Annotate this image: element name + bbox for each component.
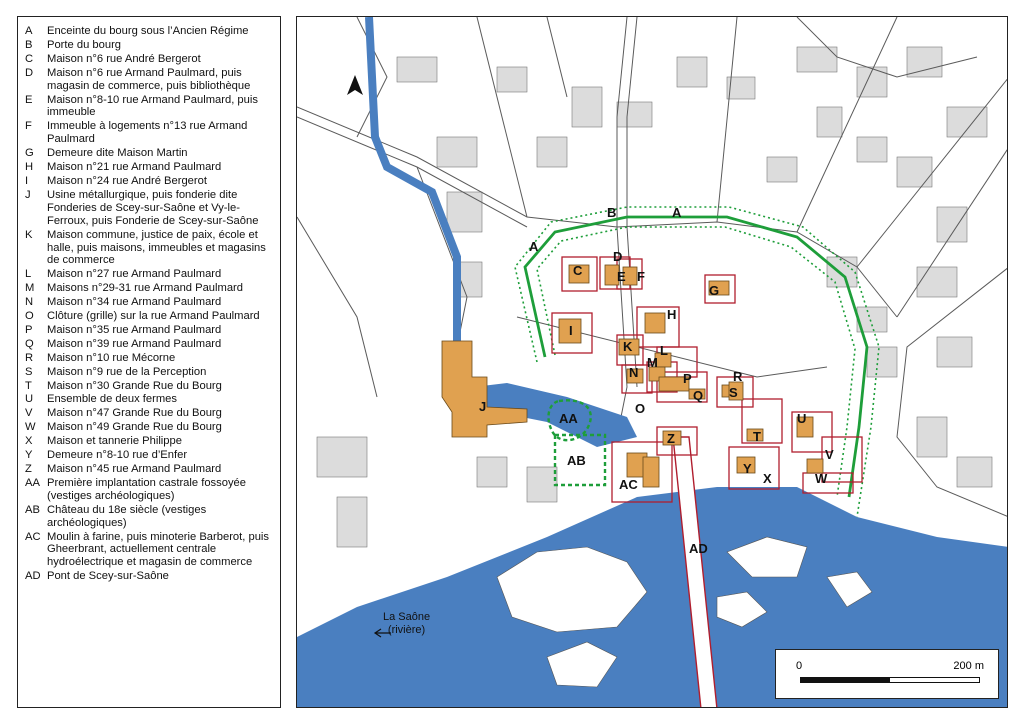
map-label-x: X <box>763 471 772 486</box>
legend-item <box>25 504 276 530</box>
legend-key: T <box>25 379 32 392</box>
map-label-z: Z <box>667 431 675 446</box>
legend-key: H <box>25 161 34 174</box>
legend-key: E <box>25 93 33 106</box>
map-label-s: S <box>729 385 738 400</box>
map-label-a: A <box>529 239 539 254</box>
legend-text: Maison n°47 Grande Rue du Bourg <box>47 407 222 420</box>
legend-text: Maison n°45 rue Armand Paulmard <box>47 463 222 475</box>
map-label-w: W <box>815 471 828 486</box>
legend-text: Maison n°39 rue Armand Paulmard <box>47 337 222 350</box>
legend-item <box>25 39 276 52</box>
map-label-r: R <box>733 369 743 384</box>
legend-text: Maison n°6 rue Armand Paulmard, puis magasin de commerce, puis bibliothèque <box>47 66 251 92</box>
river-label <box>383 611 430 637</box>
legend-key: Q <box>25 337 34 350</box>
legend-text: Immeuble à logements n°13 rue Armand Paulmard <box>47 120 248 146</box>
legend-item <box>25 120 276 146</box>
map-label-ab: AB <box>567 453 586 468</box>
map-label-p: P <box>683 371 692 386</box>
legend-text: Clôture (grille) sur la rue Armand Paulmard <box>47 310 260 323</box>
legend-text: Maison n°6 rue André Bergerot <box>47 52 201 65</box>
map-label-l: L <box>660 343 668 358</box>
legend-text: Maison n°8-10 rue Armand Paulmard, puis immeuble <box>47 93 258 119</box>
legend-text: Maison n°24 rue André Bergerot <box>47 174 207 187</box>
legend-text: Maison n°34 rue Armand Paulmard <box>47 296 222 309</box>
legend-item <box>25 463 276 476</box>
legend-key: C <box>25 52 34 65</box>
legend-text: Maisons n°29-31 rue Armand Paulmard <box>47 282 244 295</box>
map-label-y: Y <box>743 461 752 476</box>
legend-key: D <box>25 66 34 79</box>
legend-text: Maison n°27 rue Armand Paulmard <box>47 268 222 281</box>
legend-item <box>25 229 276 268</box>
legend-key: U <box>25 393 34 406</box>
legend-item <box>25 147 276 160</box>
legend-text: Maison et tannerie Philippe <box>47 435 182 448</box>
legend-key: R <box>25 351 34 364</box>
map-label-d: D <box>613 249 623 264</box>
north-arrow-icon <box>347 75 363 95</box>
map-label-b: B <box>607 205 617 220</box>
scale-bar-graphic <box>800 677 980 683</box>
legend-key: J <box>25 188 31 201</box>
legend-text: Enceinte du bourg sous l’Ancien Régime <box>47 25 249 37</box>
legend-item <box>25 175 276 188</box>
legend-key: X <box>25 435 33 448</box>
map-label-f: F <box>637 269 645 284</box>
legend-text: Usine métallurgique, puis fonderie dite Fonderies de Scey-sur-Saône et Vy-le-Ferroux, puis Fonderie de Scey-sur-Saône <box>47 188 259 227</box>
legend-key: Z <box>25 463 32 475</box>
map-label-a: A <box>672 205 682 220</box>
legend-item <box>25 366 276 379</box>
legend-key: B <box>25 38 33 51</box>
legend-text: Maison n°35 rue Armand Paulmard <box>47 323 222 336</box>
legend-panel <box>17 16 281 708</box>
legend-key: P <box>25 323 33 336</box>
legend-key: K <box>25 228 33 241</box>
map-label-g: G <box>709 283 720 298</box>
river-label-type: (rivière) <box>387 624 426 636</box>
legend-item <box>25 94 276 120</box>
legend-text: Première implantation castrale fossoyée (vestiges archéologiques) <box>47 476 246 502</box>
map-label-ac: AC <box>619 477 638 492</box>
legend-item <box>25 449 276 462</box>
legend-key: AA <box>25 476 40 489</box>
legend-item <box>25 477 276 503</box>
legend-text: Maison n°21 rue Armand Paulmard <box>47 161 222 174</box>
map-canvas <box>297 17 1008 708</box>
legend-text: Maison commune, justice de paix, école et halle, puis maisons, immeubles et magasins de commerce <box>47 228 266 267</box>
legend-item <box>25 570 276 583</box>
legend-text: Maison n°49 Grande Rue du Bourg <box>47 421 222 434</box>
map-label-o: O <box>635 401 646 416</box>
legend-item <box>25 310 276 323</box>
legend-item <box>25 67 276 93</box>
legend-key: O <box>25 310 34 323</box>
map-label-m: M <box>647 355 658 370</box>
legend-key: M <box>25 282 35 295</box>
legend-text: Porte du bourg <box>47 38 122 51</box>
map-label-c: C <box>573 263 583 278</box>
map-label-v: V <box>825 447 834 462</box>
legend-item <box>25 380 276 393</box>
legend-key: S <box>25 365 33 378</box>
map-label-aa: AA <box>559 411 578 426</box>
legend-key: AD <box>25 570 41 583</box>
legend-text: Ensemble de deux fermes <box>47 393 177 406</box>
scale-bar <box>775 649 999 699</box>
legend-text: Demeure dite Maison Martin <box>47 147 188 160</box>
legend-text: Maison n°30 Grande Rue du Bourg <box>47 379 222 392</box>
map-label-q: Q <box>693 388 704 403</box>
map-label-u: U <box>797 411 807 426</box>
legend-key: Y <box>25 449 33 462</box>
legend-item <box>25 531 276 570</box>
legend-key: F <box>25 120 32 133</box>
legend-item <box>25 282 276 295</box>
legend-text: Château du 18e siècle (vestiges archéologiques) <box>47 503 207 529</box>
river-label-name: La Saône <box>383 611 431 623</box>
legend-item <box>25 161 276 174</box>
legend-item <box>25 268 276 281</box>
map-label-ad: AD <box>689 541 708 556</box>
legend-item <box>25 393 276 406</box>
scale-start-label: 0 <box>796 660 803 672</box>
map-label-n: N <box>629 365 639 380</box>
map-label-h: H <box>667 307 677 322</box>
legend-item <box>25 352 276 365</box>
legend-key: A <box>25 25 33 37</box>
legend-item <box>25 189 276 228</box>
map-label-t: T <box>753 429 761 444</box>
legend-text: Maison n°9 rue de la Perception <box>47 365 207 378</box>
legend-key: I <box>25 174 29 187</box>
legend-key: L <box>25 268 32 281</box>
legend-item <box>25 296 276 309</box>
legend-item <box>25 338 276 351</box>
legend-key: AB <box>25 503 40 516</box>
map-label-j: J <box>479 399 487 414</box>
map-panel <box>296 16 1008 708</box>
legend-key: N <box>25 296 34 309</box>
legend-key: AC <box>25 530 41 543</box>
map-label-i: I <box>569 323 573 338</box>
legend-item <box>25 25 276 38</box>
legend-item <box>25 53 276 66</box>
scale-end-label: 200 m <box>953 660 984 672</box>
legend-item <box>25 407 276 420</box>
legend-item <box>25 421 276 434</box>
map-label-k: K <box>623 339 633 354</box>
legend-text: Pont de Scey-sur-Saône <box>47 570 169 583</box>
legend-text: Moulin à farine, puis minoterie Barberot, puis Gheerbrant, actuellement centrale hydroélectrique et magasin de commerce <box>47 530 269 569</box>
legend-key: W <box>25 421 36 434</box>
legend-item <box>25 324 276 337</box>
legend-text: Maison n°10 rue Mécorne <box>47 351 176 364</box>
legend-item <box>25 435 276 448</box>
legend-key: G <box>25 147 34 160</box>
legend-key: V <box>25 407 33 420</box>
legend-text: Demeure n°8-10 rue d’Enfer <box>47 449 188 462</box>
map-label-e: E <box>617 269 626 284</box>
